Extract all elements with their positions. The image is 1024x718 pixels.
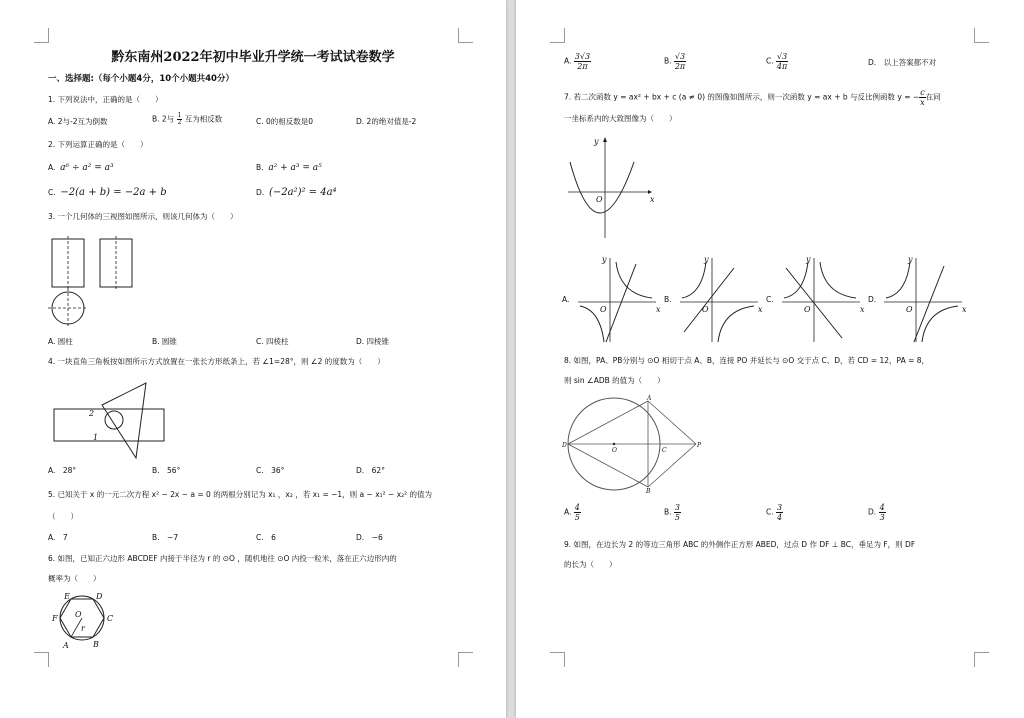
svg-text:y: y [908,255,913,264]
point-e-label: E [64,592,70,601]
svg-text:O: O [702,305,709,314]
svg-text:y: y [594,137,599,146]
point-o-label: O [75,610,82,619]
document-page-1 [0,0,506,718]
tangent-circle-figure [562,394,712,494]
svg-text:O: O [596,195,603,204]
hexagon-in-circle-figure [50,590,120,652]
corner-mark [458,28,473,43]
corner-mark [550,652,565,667]
q3-option-c: C. 四棱柱 [256,337,289,346]
q7-option-a-graph [572,254,662,344]
svg-text:O: O [600,305,607,314]
svg-text:y: y [806,255,811,264]
q3-option-b: B. 圆锥 [152,337,177,346]
point-f-label: F [52,614,58,623]
q3-option-d: D. 四棱锥 [356,337,390,346]
svg-text:x: x [758,305,763,314]
q4-option-a: A. 28° [48,466,77,475]
svg-text:O: O [906,305,913,314]
corner-mark [974,28,989,43]
q8-option-a: A. $\frac{4}{5}$ [564,503,580,522]
parabola-graph [564,134,654,242]
q1-option-b: B. 2与 $\frac{1}{2}$ 互为相反数 [152,112,223,126]
question-7-stem: 7. 若二次函数 y = ax² + bx + c (a ≠ 0) 的图像如图所示，则一次函数 y = ax + b 与反比例函数 y = − $\frac{c}{x}$ 在同 [564,88,941,107]
question-8-stem-cont: 则 sin ∠ADB 的值为（ ） [564,376,665,385]
svg-text:y: y [602,255,607,264]
question-9-stem-cont: 的长为（ ） [564,560,617,569]
svg-text:O: O [804,305,811,314]
q3-option-a: A. 圆柱 [48,337,73,346]
angle-1-label: 1 [93,433,99,442]
q2-option-d: D. (−2a²)² = 4a⁴ [256,187,337,198]
q4-option-c: C. 36° [256,466,285,475]
q6-option-c: C. $\frac{√3}{4\pi}$ [766,52,788,71]
svg-text:D: D [562,442,567,449]
point-b-label: B [93,640,99,649]
q5-option-d: D. −6 [356,533,383,542]
q7-option-b-graph [674,254,764,344]
question-5-stem: 5. 已知关于 x 的一元二次方程 x² − 2x − a = 0 的两根分别记为 x₁ ，x₂ ，若 x₁ = −1，则 a − x₁² − x₂² 的值为 [48,490,433,499]
q6-option-b: B. $\frac{√3}{2\pi}$ [664,52,686,71]
q1-option-d: D. 2的绝对值是-2 [356,117,417,126]
q5-option-a: A. 7 [48,533,68,542]
corner-mark [34,28,49,43]
q5-option-b: B. −7 [152,533,179,542]
corner-mark [974,652,989,667]
q2-option-c: C. −2(a + b) = −2a + b [48,187,167,198]
q6-option-d: D. 以上答案都不对 [868,58,937,67]
exam-title: 黔东南州2022年初中毕业升学统一考试试卷数学 [111,50,395,65]
svg-text:x: x [962,305,967,314]
svg-text:x: x [656,305,661,314]
q8-option-c: C. $\frac{3}{4}$ [766,503,783,522]
svg-text:O: O [612,447,617,454]
section-heading: 一、选择题:（每个小题4分，10个小题共40分） [48,74,234,84]
question-5-stem-cont: （ ） [48,512,78,521]
svg-text:A: A [647,395,652,402]
q4-option-d: D. 62° [356,466,385,475]
document-page-2 [516,0,1024,718]
point-a-label: A [63,641,69,650]
q7-option-c-graph [776,254,866,344]
svg-text:x: x [860,305,865,314]
q5-option-c: C. 6 [256,533,276,542]
q7-option-d-label: D. [868,295,877,304]
q1-option-c: C. 0的相反数是0 [256,117,314,126]
q4-option-b: B. 56° [152,466,181,475]
svg-text:B: B [646,488,651,495]
question-2-stem: 2. 下列运算正确的是（ ） [48,140,148,149]
q7-option-b-label: B. [664,295,672,304]
svg-text:y: y [704,255,709,264]
point-c-label: C [107,614,114,623]
three-view-figure [48,236,138,328]
angle-2-label: 2 [89,409,95,418]
q8-option-b: B. $\frac{3}{5}$ [664,503,681,522]
svg-text:P: P [697,442,702,449]
question-4-stem: 4. 一块直角三角板按如图所示方式放置在一张长方形纸条上，若 ∠1=28°，则 ∠2 的度数为（ ） [48,357,385,366]
corner-mark [458,652,473,667]
question-3-stem: 3. 一个几何体的三视图如图所示，则该几何体为（ ） [48,212,238,221]
q2-option-a: A. a⁶ ÷ a² = a³ [48,163,114,173]
question-6-stem-cont: 概率为（ ） [48,574,101,583]
question-9-stem: 9. 如图，在边长为 2 的等边三角形 ABC 的外侧作正方形 ABED，过点 D 作 DF ⊥ BC，垂足为 F，则 DF [564,540,916,549]
svg-text:x: x [650,195,655,204]
point-d-label: D [96,592,103,601]
q1-option-a: A. 2与-2互为倒数 [48,117,108,126]
radius-r-label: r [81,624,85,633]
question-6-stem: 6. 如图，已知正六边形 ABCDEF 内接于半径为 r 的 ⊙O ，随机地往 ⊙O 内投一粒米，落在正六边形内的 [48,554,397,563]
q7-option-d-graph [878,254,968,344]
q7-option-c-label: C. [766,295,774,304]
q7-option-a-label: A. [562,295,570,304]
question-7-stem-cont: 一坐标系内的大致图像为（ ） [564,114,677,123]
q8-option-d: D. $\frac{4}{3}$ [868,503,885,522]
triangle-on-strip-figure [52,380,168,460]
q6-option-a: A. $\frac{3√3}{2\pi}$ [564,52,591,71]
q2-option-b: B. a² + a³ = a⁵ [256,163,322,173]
corner-mark [34,652,49,667]
corner-mark [550,28,565,43]
question-1-stem: 1. 下列说法中，正确的是（ ） [48,95,163,104]
svg-text:C: C [662,447,667,454]
question-8-stem: 8. 如图，PA、PB分别与 ⊙O 相切于点 A、B，连接 PO 并延长与 ⊙O 交于点 C、D，若 CD = 12，PA = 8， [564,356,930,365]
